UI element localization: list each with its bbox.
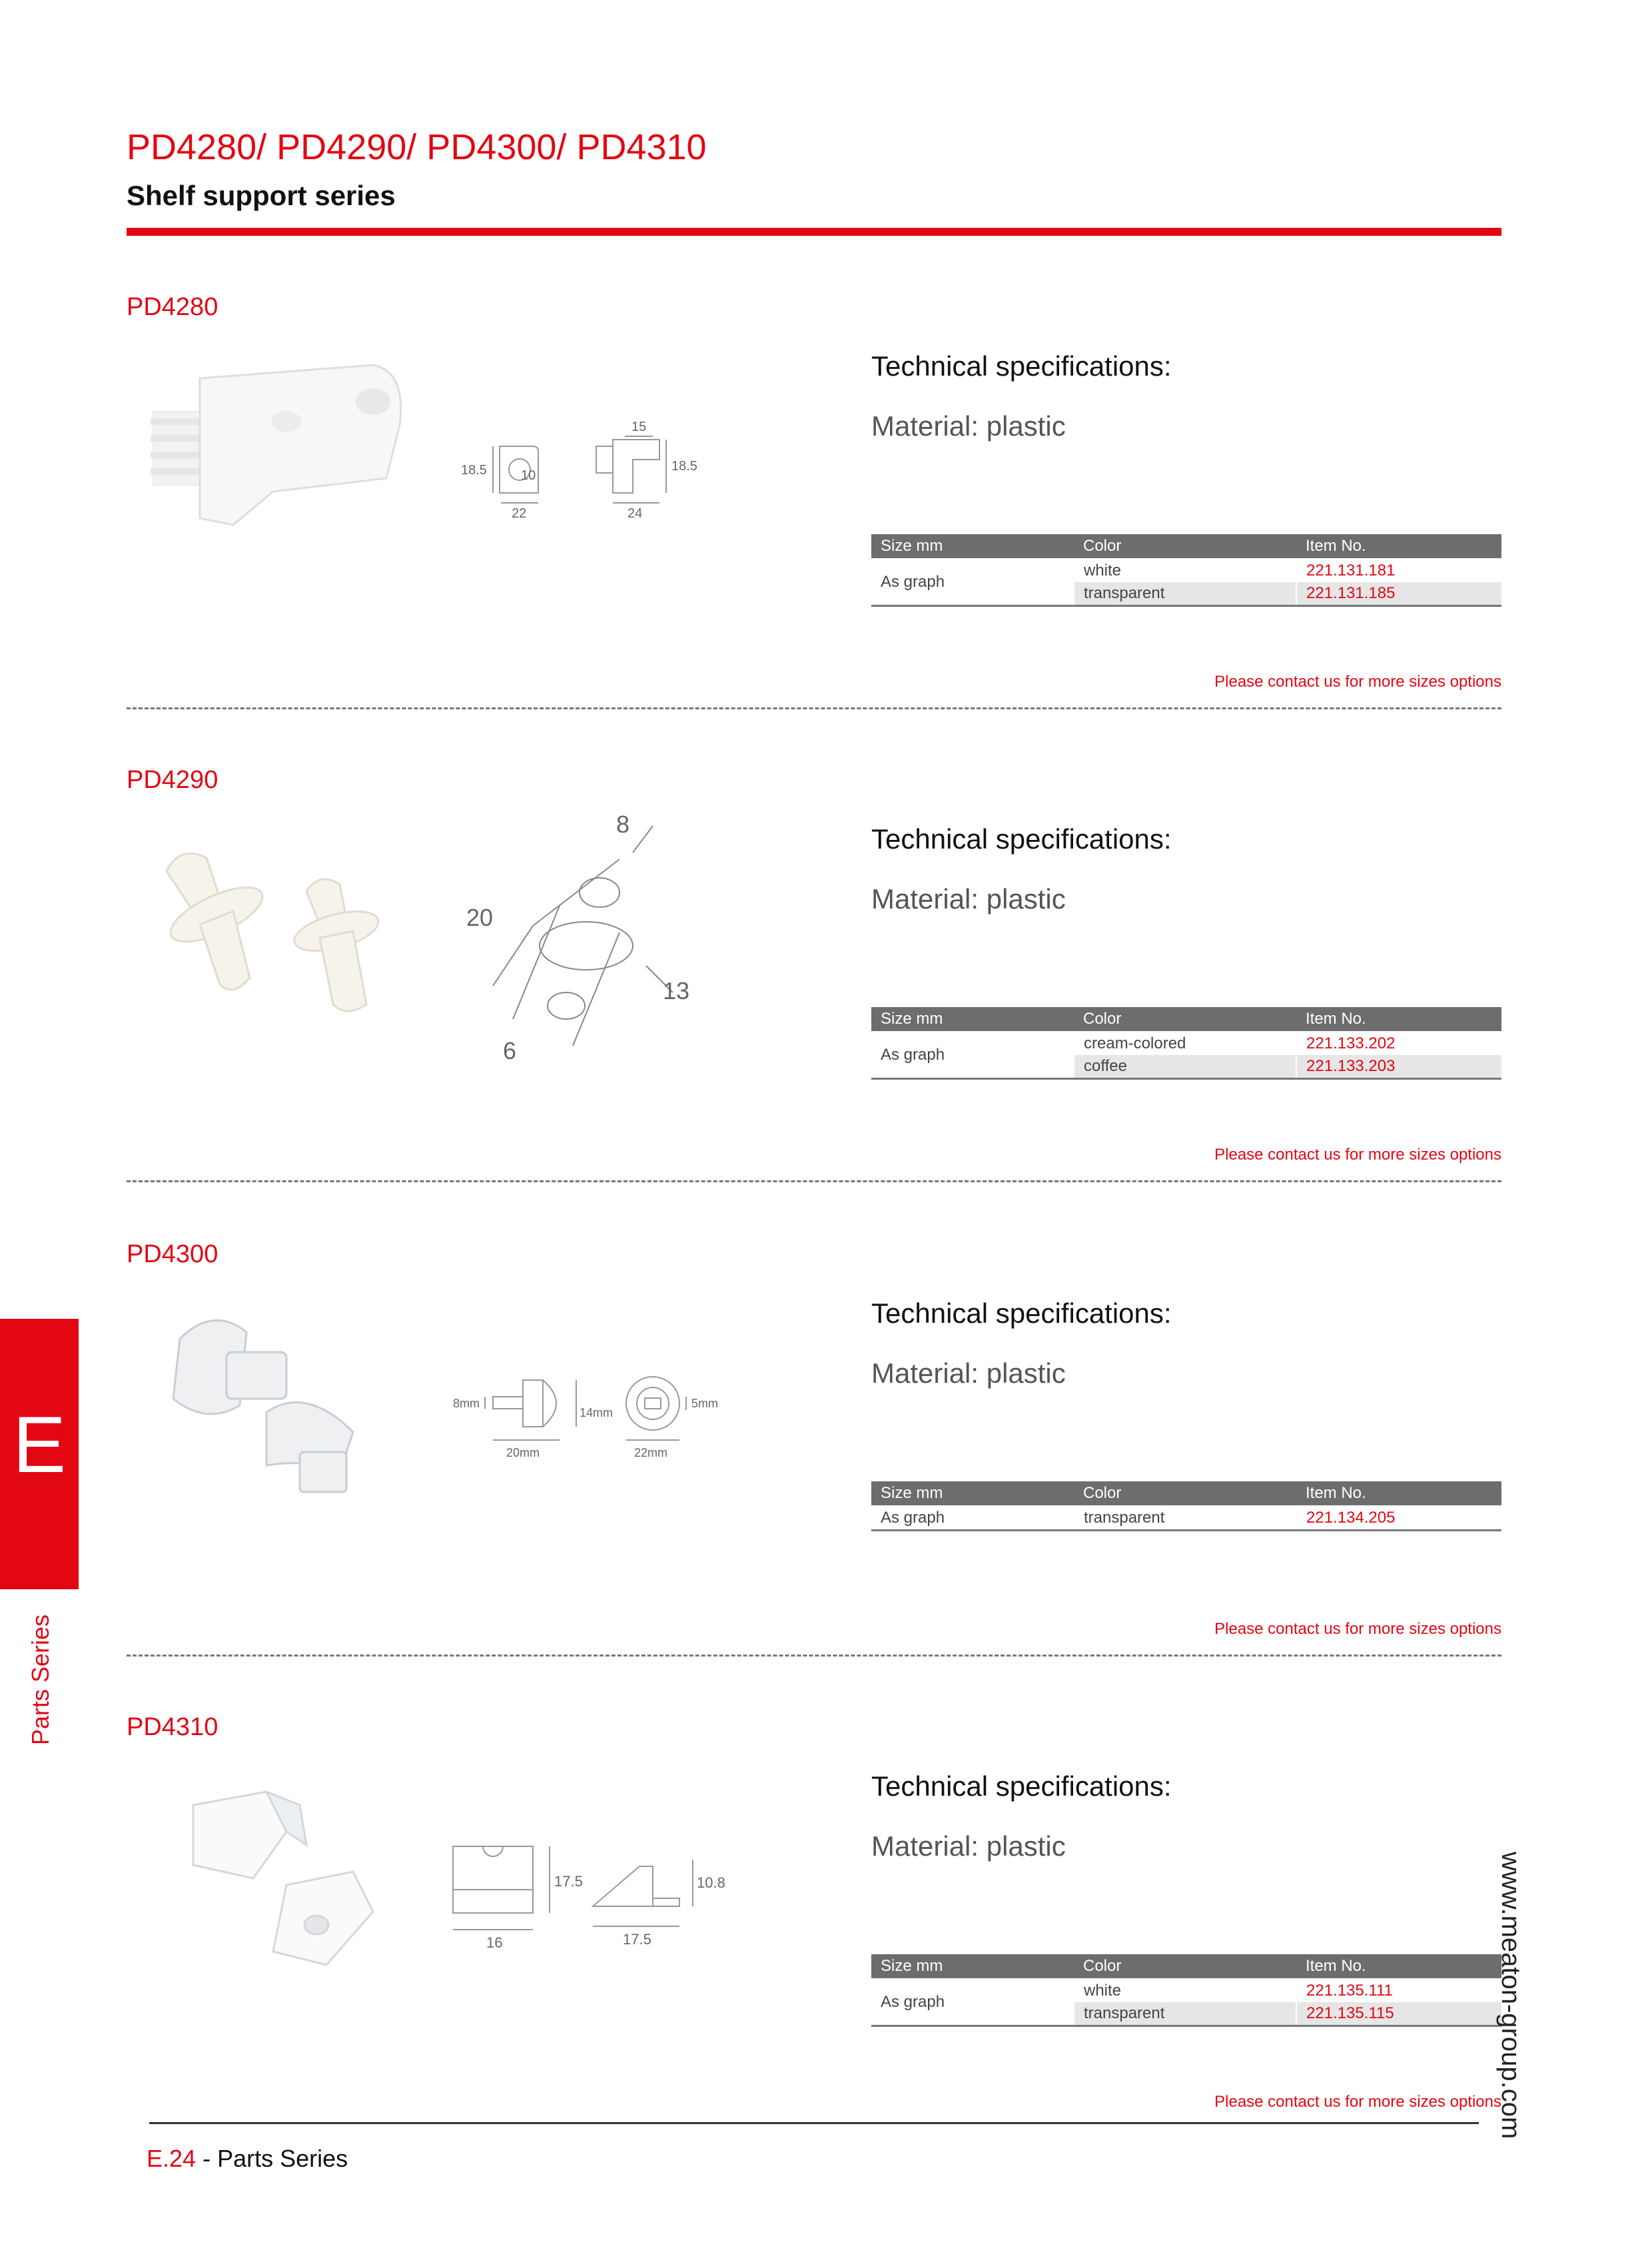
size-cell: As graph <box>871 1979 1074 2026</box>
dim-label: 13 <box>663 977 690 1004</box>
dim-label: 15 <box>631 420 647 434</box>
spec-title: Technical specifications: <box>871 1298 1172 1329</box>
product-section-pd4300 <box>0 1240 1652 1716</box>
dim-label: 8mm <box>453 1397 480 1410</box>
color-cell: cream-colored <box>1074 1032 1296 1055</box>
item-cell: 221.135.111 <box>1296 1979 1501 2002</box>
item-cell: 221.135.115 <box>1296 2002 1501 2026</box>
col-item: Item No. <box>1296 1954 1501 1979</box>
section-tab-letter: E <box>12 1400 67 1489</box>
product-photo <box>153 1772 433 1992</box>
col-item: Item No. <box>1296 1481 1501 1506</box>
dim-label: 16 <box>486 1934 503 1951</box>
dim-label: 20mm <box>506 1446 540 1459</box>
dim-label: 14mm <box>580 1406 614 1419</box>
dim-label: 22mm <box>634 1446 668 1459</box>
footer-separator: - <box>196 2145 218 2172</box>
product-photo <box>153 352 433 571</box>
color-cell: transparent <box>1074 1506 1296 1531</box>
material-label: Material: plastic <box>871 1357 1066 1389</box>
size-cell: As graph <box>871 1506 1074 1531</box>
dim-label: 6 <box>503 1037 517 1064</box>
dimension-drawing <box>453 360 766 560</box>
item-cell: 221.134.205 <box>1296 1506 1501 1531</box>
dim-label: 20 <box>466 904 494 931</box>
size-cell: As graph <box>871 1032 1074 1079</box>
spec-title: Technical specifications: <box>871 1770 1172 1802</box>
product-section-pd4310 <box>0 1713 1652 2189</box>
color-cell: transparent <box>1074 2002 1296 2026</box>
color-cell: transparent <box>1074 582 1296 606</box>
color-cell: white <box>1074 559 1296 582</box>
footer-label: Parts Series <box>217 2145 348 2172</box>
color-cell: white <box>1074 1979 1296 2002</box>
page-number: E.24 <box>147 2145 197 2172</box>
dim-label: 17.5 <box>623 1931 651 1948</box>
dim-label: 18.5 <box>461 463 487 478</box>
dimension-drawing <box>453 1780 766 1980</box>
contact-note: Please contact us for more sizes options <box>1214 673 1501 691</box>
table-row <box>871 1032 1501 1055</box>
col-color: Color <box>1074 534 1296 559</box>
section-tab-label: Parts Series <box>27 1614 54 1745</box>
col-size: Size mm <box>871 534 1074 559</box>
product-code: PD4290 <box>127 766 218 794</box>
product-photo <box>153 825 433 1044</box>
spec-table <box>871 534 1501 607</box>
table-row <box>871 1506 1501 1531</box>
product-section-pd4290 <box>0 766 1652 1242</box>
size-cell: As graph <box>871 559 1074 606</box>
dim-label: 22 <box>512 506 527 521</box>
spec-table <box>871 1481 1501 1531</box>
section-divider <box>127 1655 1501 1657</box>
item-cell: 221.133.203 <box>1296 1055 1501 1079</box>
color-cell: coffee <box>1074 1055 1296 1079</box>
dim-label: 8 <box>616 811 630 838</box>
product-photo <box>153 1299 433 1519</box>
spec-table <box>871 1954 1501 2027</box>
product-code: PD4300 <box>127 1240 218 1268</box>
dim-label: 18.5 <box>671 459 697 474</box>
page-footer <box>147 2145 348 2173</box>
dim-label: 24 <box>627 506 643 521</box>
footer-rule <box>149 2122 1479 2124</box>
spec-table <box>871 1007 1501 1080</box>
material-label: Material: plastic <box>871 410 1066 442</box>
item-cell: 221.131.185 <box>1296 582 1501 606</box>
col-size: Size mm <box>871 1481 1074 1506</box>
dim-label: 17.5 <box>554 1873 583 1890</box>
page-subtitle: Shelf support series <box>127 180 396 211</box>
page-title: PD4280/ PD4290/ PD4300/ PD4310 <box>127 127 707 167</box>
item-cell: 221.133.202 <box>1296 1032 1501 1055</box>
section-divider <box>127 707 1501 709</box>
table-row <box>871 559 1501 582</box>
col-color: Color <box>1074 1954 1296 1979</box>
dim-label: 5mm <box>691 1397 718 1410</box>
website-url: www.meaton-group.com <box>1496 1852 1525 2139</box>
col-size: Size mm <box>871 1007 1074 1032</box>
section-divider <box>127 1180 1501 1182</box>
dim-label: 10 <box>521 468 536 483</box>
material-label: Material: plastic <box>871 883 1066 915</box>
contact-note: Please contact us for more sizes options <box>1214 1620 1501 1638</box>
col-size: Size mm <box>871 1954 1074 1979</box>
item-cell: 221.131.181 <box>1296 559 1501 582</box>
header-rule <box>127 228 1501 236</box>
table-row <box>871 1979 1501 2002</box>
product-section-pd4280 <box>0 293 1652 769</box>
col-item: Item No. <box>1296 1007 1501 1032</box>
material-label: Material: plastic <box>871 1830 1066 1862</box>
contact-note: Please contact us for more sizes options <box>1214 1146 1501 1164</box>
dimension-drawing <box>453 1307 766 1507</box>
product-code: PD4280 <box>127 293 218 321</box>
col-color: Color <box>1074 1481 1296 1506</box>
col-item: Item No. <box>1296 534 1501 559</box>
contact-note: Please contact us for more sizes options <box>1214 2093 1501 2111</box>
col-color: Color <box>1074 1007 1296 1032</box>
dimension-drawing <box>453 811 766 1064</box>
spec-title: Technical specifications: <box>871 823 1172 855</box>
spec-title: Technical specifications: <box>871 350 1172 382</box>
product-code: PD4310 <box>127 1713 218 1741</box>
dim-label: 10.8 <box>697 1874 725 1891</box>
